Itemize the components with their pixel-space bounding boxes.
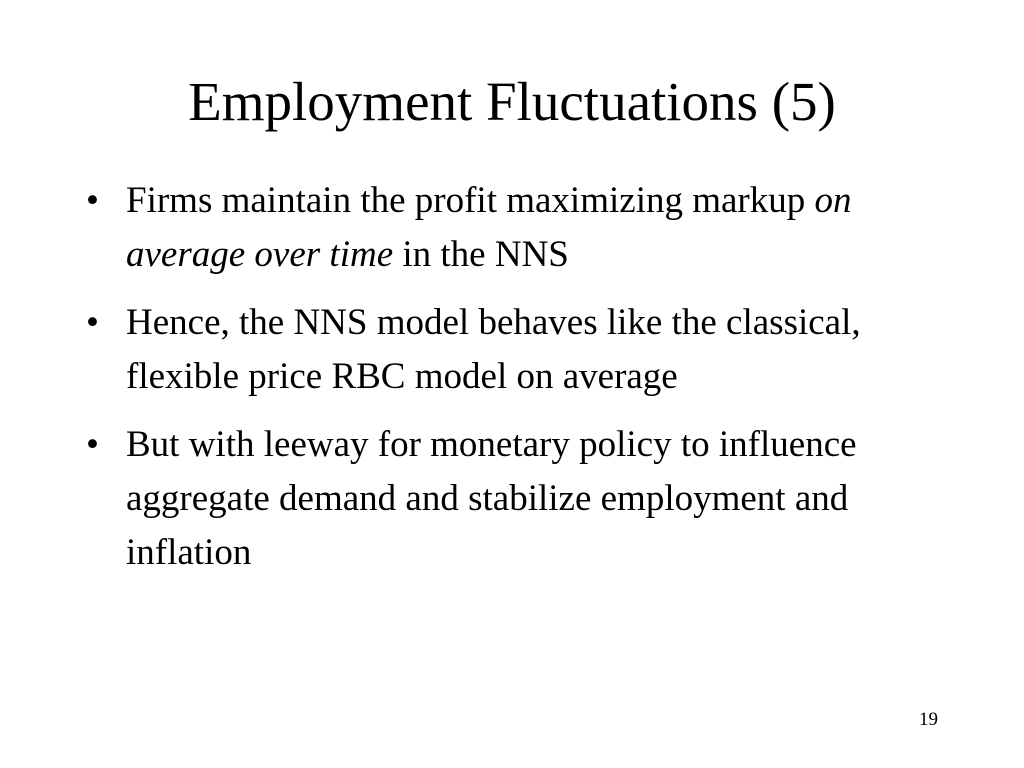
bullet-item: [86, 296, 966, 404]
bullet-text-part: But with leeway for monetary policy to influence aggregate demand and stabilize employment and inflation: [126, 424, 857, 573]
bullet-item: [86, 174, 966, 282]
bullet-text-part: Firms maintain the profit maximizing markup: [126, 180, 815, 221]
bullet-marker: •: [86, 180, 99, 221]
bullet-list: [86, 174, 966, 594]
slide-title: Employment Fluctuations (5): [188, 71, 836, 132]
slide-number: 19: [919, 709, 938, 730]
bullet-text-part: in the NNS: [393, 234, 569, 275]
bullet-text: [126, 302, 861, 397]
bullet-marker: •: [86, 302, 99, 343]
bullet-text-part: Hence, the NNS model behaves like the classical, flexible price RBC model on average: [126, 302, 861, 397]
bullet-text-emphasis: on average over time: [126, 180, 852, 275]
bullet-text: [126, 180, 852, 275]
bullet-text: [126, 424, 857, 573]
bullet-marker: •: [86, 424, 99, 465]
bullet-item: [86, 418, 966, 580]
